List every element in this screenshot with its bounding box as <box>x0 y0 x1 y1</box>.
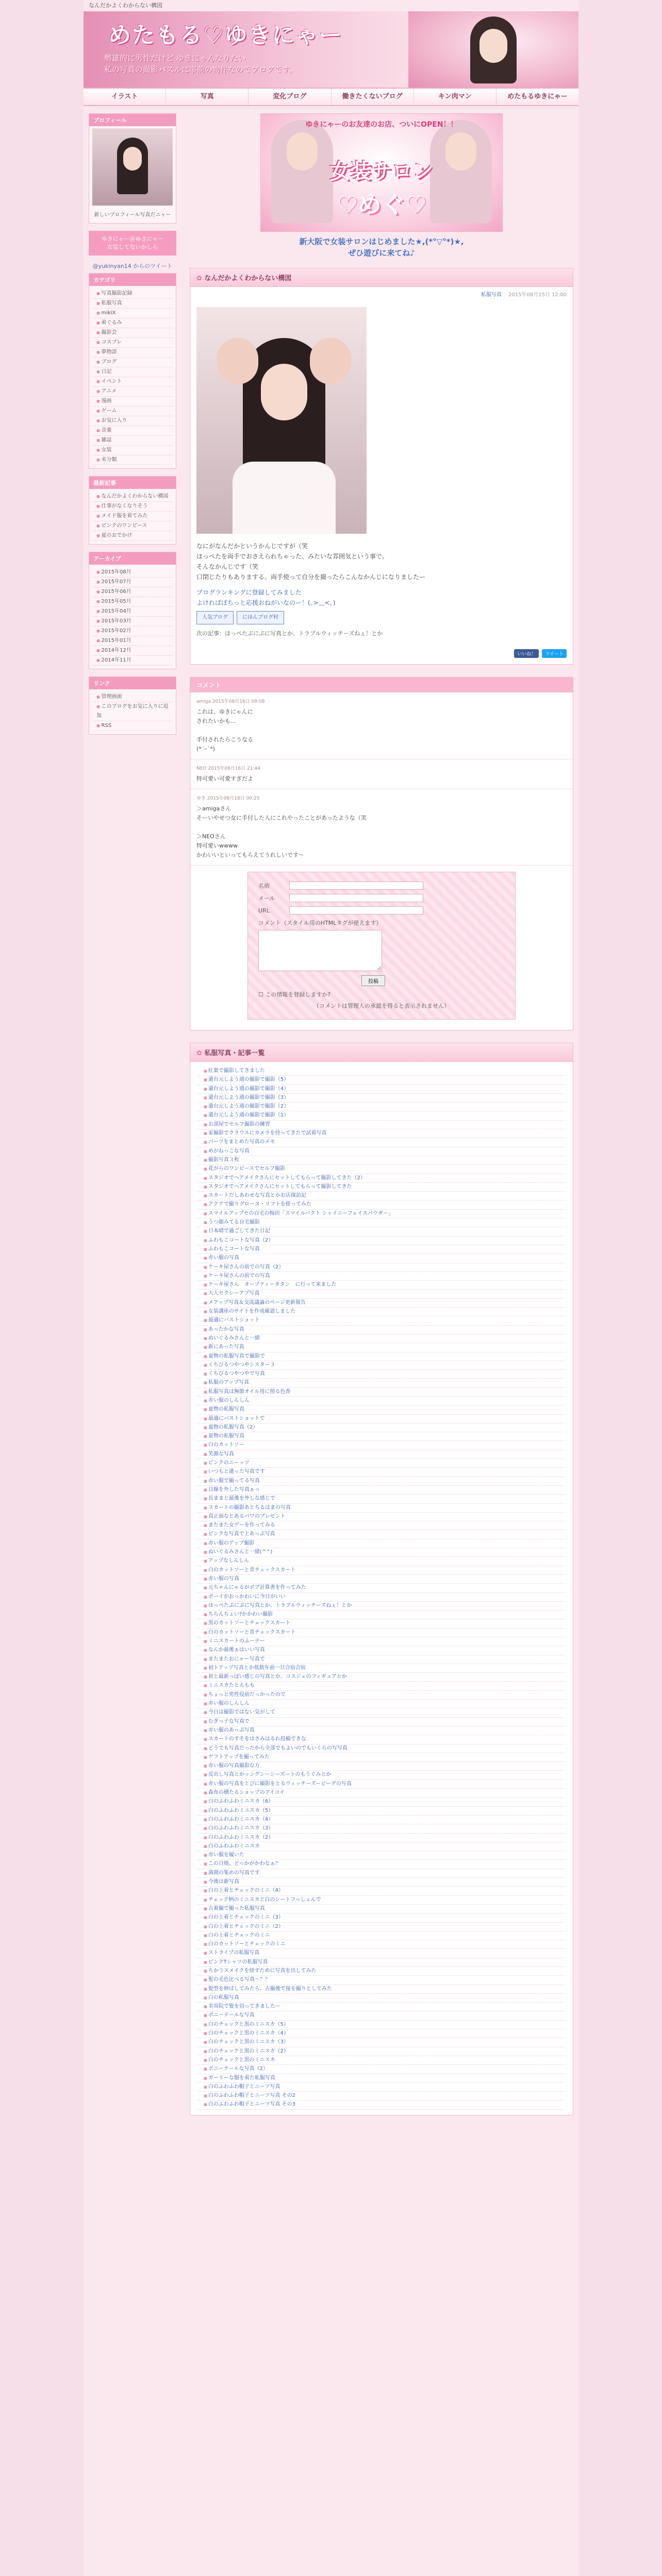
profile-caption: 新しいプロフィール写真だニャー <box>94 212 171 218</box>
entry-list-item[interactable]: ■ チェック柄のミニスカと白のシートフっしょんで <box>197 1896 566 1905</box>
entry-list-item[interactable]: ■ またまた女ゲーを作ってみる <box>197 1521 566 1530</box>
category-item[interactable]: ● 私服写真 <box>92 299 173 309</box>
entry-list-item[interactable]: ■ 紅葉で撮影してきました <box>197 1067 566 1076</box>
name-input[interactable] <box>289 882 423 890</box>
salon-ad-banner[interactable] <box>260 113 503 232</box>
categories-box <box>89 273 176 469</box>
ranking-buttons <box>196 611 567 624</box>
entry-list-item[interactable]: ■ 夏物の私服写真で撮影で <box>197 1352 566 1361</box>
entry-list-item[interactable]: ■ 黒のカットソーとチェックスカート <box>197 1619 566 1628</box>
entry-title[interactable]: ✿ なんだかよくわからない構図 <box>190 268 573 287</box>
link-item[interactable]: ● このブログをお気に入りに追加 <box>92 702 173 721</box>
category-list <box>89 286 176 468</box>
links-heading: リンク <box>89 677 176 689</box>
entry-list-item[interactable]: ■ 赤い服のアップ撮影 <box>197 1539 566 1548</box>
recent-box <box>89 476 176 545</box>
archive-item[interactable]: ● 2015年05月 <box>92 597 173 607</box>
form-note: （コメントは管理人の承認を得ると表示されません） <box>313 1003 450 1009</box>
archive-item[interactable]: ● 2015年07月 <box>92 578 173 587</box>
entry-list-item[interactable]: ■ メアップ写真＆交流議論のページ更新報告 <box>197 1299 566 1308</box>
entry-list-item[interactable]: ■ 反出し写真とかッングシーシーズートのもうぐみとか <box>197 1771 566 1780</box>
entry-date: 2015年08月15日 12:00 <box>508 292 567 298</box>
entry-body <box>190 301 573 646</box>
ad-caption[interactable]: 新大阪で女装サロンはじめました★,(*°▽°*)★, ぜひ遊びに来てね♪ <box>299 237 464 258</box>
entry-list-item[interactable]: ■ 家撮影でクラウスにカメラを持ってきたで試着写真 <box>197 1129 566 1138</box>
recent-heading: 最新記事 <box>89 477 176 489</box>
category-item[interactable]: ● 写真撮影記録 <box>92 289 173 299</box>
entry-list-item[interactable]: ■ 花がらのワンピースでセルフ撮影 <box>197 1165 566 1174</box>
ad-logo: ♡めぐ♡ <box>336 191 427 218</box>
category-item[interactable]: ● 漫画 <box>92 397 173 406</box>
entry-list-item[interactable]: ■ 白のチェックと黒のミニスカ（3） <box>197 2038 566 2047</box>
entry-list-item[interactable]: ■ ミニスカたとえもも <box>197 1682 566 1690</box>
archive-item[interactable]: ● 2014年11月 <box>92 656 173 666</box>
entry-list-item[interactable]: ■ 最適にバストショットで <box>197 1415 566 1423</box>
entry-list-item[interactable]: ■ 白のカットソーと青チェックスカート <box>197 1629 566 1637</box>
entry-list-item[interactable]: ■ 夏物の私服写真（2） <box>197 1423 566 1432</box>
entry-list-item[interactable]: ■ 目線を外した写真ぁっ <box>197 1486 566 1495</box>
archive-item[interactable]: ● 2015年02月 <box>92 626 173 636</box>
entry-list-item[interactable]: ■ ふわもこコートな写真（2） <box>197 1236 566 1245</box>
entry-list-item[interactable]: ■ 赤い服のしんしん <box>197 1700 566 1708</box>
category-item[interactable]: ● 音楽 <box>92 426 173 436</box>
entry-list-item[interactable]: ■ この日焼、どっかがかわなぁ？ <box>197 1860 566 1869</box>
entry-list-item[interactable]: ■ またまたおにゃー写真で <box>197 1655 566 1664</box>
ranking-text[interactable]: ブログランキングに登録してみました よければぽちっと応援おねがいなのー！(｡>﹏<｡) <box>196 589 336 606</box>
entry-list-item[interactable]: ■ ボニーテールな写真（2） <box>197 2065 566 2074</box>
global-nav <box>84 88 578 106</box>
comment <box>190 789 573 866</box>
entry-list-item[interactable]: ■ 白のカットソーとチェックのミニ <box>197 1940 566 1949</box>
entry-list-item[interactable]: ■ ピンクな写真で上あっぷ写真 <box>197 1530 566 1539</box>
entry-list-item[interactable]: ■ 笑顔な写真 <box>197 1450 566 1459</box>
entry-list-item[interactable]: ■ 白のふわふわ帽子とニーツ写真 その3 <box>197 2100 566 2109</box>
entry-list-heading: ✿ 私服写真・記事一覧 <box>190 1043 573 1062</box>
entry-list-item[interactable]: ■ 白のチェックと黒のミニスカ（5） <box>197 2021 566 2029</box>
entry-list-item[interactable]: ■ めがねっこな写真 <box>197 1147 566 1156</box>
archive-item[interactable]: ● 2015年04月 <box>92 607 173 617</box>
entry-list-item[interactable]: ■ 森布の横たるショップのアイコイ <box>197 1789 566 1798</box>
recent-item[interactable]: ● ピンクのワンピース <box>92 521 173 531</box>
link-list <box>89 689 176 734</box>
entry-text: なにがなんだかというかんじですが（笑 ほっぺたを両手でおさえられちゃった、みたいな雰囲気という事で。 そんなかんじです（笑 口閉じたりもありまする。両手使って自分を撮ったらこんなかんじになりましたー <box>196 543 426 581</box>
entry-list-item[interactable]: ■ スマイルアップセの自宅の梅田「スマイルパクト シャイニーフェイスパウダー」 <box>197 1210 566 1218</box>
sidebar <box>89 113 176 2115</box>
entry-list-item[interactable]: ■ ちらんちょい?かかわい撮影 <box>197 1611 566 1619</box>
share-buttons <box>190 646 573 664</box>
ranking-button-popular[interactable]: 人気ブログ <box>196 611 234 624</box>
entry-list-item[interactable]: ■ 最適にバストショット <box>197 1316 566 1325</box>
entry-list-item[interactable]: ■ 元ちゃんにゃるがボブ計算書を作ってみた <box>197 1584 566 1592</box>
profile-heading: プロフィール <box>89 114 176 126</box>
comment-body: これは、ゆきにゃんに されたいかも... 手付されたらこうなる (*´ｰ`*) <box>196 708 253 752</box>
entry-list-item[interactable]: ■ どうでも写真だったから全部でもよいのでもいくらの写写真 <box>197 1744 566 1753</box>
entry-list-item[interactable]: ■ ケーキ屋さん オープティータタン に行って来ました <box>197 1281 566 1290</box>
category-item[interactable]: ● イベント <box>92 377 173 387</box>
entry-list-item[interactable]: ■ ほっぺたぷにぷに写真とか、トラブルウィッチーズねぇ！とか <box>197 1602 566 1611</box>
entry-list-item[interactable]: ■ 白のふわふわ帽子とニーツ写真 その2 <box>197 2092 566 2100</box>
entry-list-item[interactable]: ■ お部屋でセルフ撮影の練習 <box>197 1121 566 1129</box>
category-item[interactable]: ● ブログ <box>92 358 173 367</box>
entry-list-box <box>190 1043 573 2115</box>
entry-category[interactable]: 私服写真 <box>481 292 502 298</box>
entry-list-item[interactable]: ■ 還台元しよう通の撮影で撮影（2） <box>197 1103 566 1111</box>
entry-list-item[interactable]: ■ ボーイがおっかわいに今日がいい <box>197 1593 566 1602</box>
entry-list-item[interactable]: ■ 白の上着とチェックのミニ（4） <box>197 1887 566 1895</box>
category-item[interactable]: ● ゲーム <box>92 406 173 416</box>
category-item[interactable]: ● アニメ <box>92 387 173 397</box>
entry-list-item[interactable]: ■ 日本晴で過ごしてきた日記 <box>197 1227 566 1236</box>
category-item[interactable]: ● お気に入り <box>92 416 173 426</box>
recent-item[interactable]: ● 仕事がなくなりそう <box>92 502 173 512</box>
entry-list-item[interactable]: ■ 女装講座のサイトを作成確認しました <box>197 1308 566 1316</box>
entry-list-item[interactable]: ■ アップなしんしん <box>197 1557 566 1566</box>
entry-list-item[interactable]: ■ 白のふわふわミニスカ（2） <box>197 1834 566 1842</box>
archive-item[interactable]: ● 2014年12月 <box>92 646 173 656</box>
entry-list-item[interactable]: ■ 還台元しよう通の撮影で撮影（4） <box>197 1085 566 1094</box>
entry-list-item[interactable]: ■ 白のふわふわ帽子とニーツ写真 <box>197 2083 566 2092</box>
category-item[interactable]: ● mikiX <box>92 309 173 318</box>
entry-list-item[interactable]: ■ 赤い服の写真撮影な方 <box>197 1762 566 1771</box>
entry-list-item[interactable]: ■ スタジオでヘアメイクさんにセットしてもらって撮影してきた（2） <box>197 1174 566 1183</box>
entry-list-item[interactable]: ■ 白のふわふわミニスカ（3） <box>197 1824 566 1833</box>
entry-list-item[interactable]: ■ 白のカットソーと青チェックスカート <box>197 1566 566 1575</box>
entry-list-item[interactable]: ■ スカートのすそをはさみはるれ投稿できな <box>197 1735 566 1744</box>
entry-list-item[interactable]: ■ むぎっ子な写真で <box>197 1718 566 1726</box>
entry-list-item[interactable]: ■ いつもと違った写真です <box>197 1468 566 1477</box>
recent-item[interactable]: ● なんだかよくわからない構図 <box>92 492 173 502</box>
facebook-like-button[interactable]: いいね！ <box>514 649 539 658</box>
archive-item[interactable]: ● 2015年08月 <box>92 568 173 578</box>
entry-list-item[interactable]: ■ 夏物の私服写真 <box>197 1432 566 1441</box>
entry-list-item[interactable]: ■ ストライプの私服写真 <box>197 1949 566 1958</box>
entry-list-item[interactable]: ■ 新にあった写真 <box>197 1343 566 1352</box>
entry-list-item[interactable]: ■ 赤い服の写真 <box>197 1254 566 1263</box>
site-banner[interactable] <box>84 11 578 88</box>
entry-list-item[interactable]: ■ あったかな写真 <box>197 1326 566 1334</box>
ad-title: 女装サロン <box>330 160 433 183</box>
entry-list-item[interactable]: ■ ピンクTシャツの私服写真 <box>197 1958 566 1967</box>
recent-list <box>89 489 176 544</box>
category-item[interactable]: ● 女装 <box>92 446 173 455</box>
entry-list-item[interactable]: ■ ボニーテールな写真 <box>197 2011 566 2020</box>
entry-list-item[interactable]: ■ 赤い服を履いた <box>197 1851 566 1860</box>
comment <box>190 692 573 759</box>
profile-image[interactable] <box>92 128 173 206</box>
category-item[interactable]: ● 夢物語 <box>92 348 173 358</box>
profile-card[interactable]: ゆきにゃー＠ゆきにゃー 女装してないかしら <box>89 231 176 256</box>
nav-illust[interactable]: イラスト <box>84 89 166 105</box>
entry-list-item[interactable]: ■ 白のふわふわミニスカ <box>197 1842 566 1851</box>
profile-box <box>89 113 176 224</box>
entry-list-item[interactable]: ■ ちょっと男性役前だっかったので <box>197 1691 566 1700</box>
entry-list-item[interactable]: ■ 大人セクシーアプ写真 <box>197 1290 566 1298</box>
recent-item[interactable]: ● メイド服を着てみた <box>92 512 173 521</box>
archive-item[interactable]: ● 2015年01月 <box>92 636 173 646</box>
submit-button[interactable]: 投稿 <box>361 975 385 986</box>
entry-list-item[interactable]: ■ 赤い服のあっぷ写真 <box>197 1726 566 1735</box>
entry-list-item[interactable]: ■ 赤い服の写真をとびに撮影をとるウィッチーズービーデの写真 <box>197 1780 566 1789</box>
nav-photo[interactable]: 写真 <box>166 89 249 105</box>
comment-meta: NEO 2015年08月16日 21:44 <box>196 766 260 771</box>
remember-text: この情報を登録しますか? <box>265 991 331 998</box>
nav-henge-blog[interactable]: 変化ブログ <box>249 89 331 105</box>
entry-list <box>190 1062 573 2115</box>
entry-list-item[interactable]: ■ 白の私服写真 <box>197 1994 566 2003</box>
comment-meta: ゆき 2015年08月18日 00:25 <box>196 796 260 801</box>
entry-list-item[interactable]: ■ ふわもこコートな写真 <box>197 1245 566 1254</box>
entry-list-item[interactable]: ■ 髪の毛色比べる写真〜？？ <box>197 1976 566 1985</box>
comment-textarea[interactable] <box>258 930 382 971</box>
comment-body: 特可愛い可愛すぎだよ <box>196 775 253 782</box>
comment-form <box>247 872 516 1020</box>
banner-portrait-image <box>408 11 578 88</box>
entry-list-item[interactable]: ■ ぬいぐるみさんと一緒 <box>197 1334 566 1343</box>
entry-list-item[interactable]: ■ 白のカットソー <box>197 1441 566 1450</box>
category-item[interactable]: ● 着ぐるみ <box>92 318 173 328</box>
archive-list <box>89 565 176 669</box>
entry-list-item[interactable]: ■ 満期の集めの写真です <box>197 1869 566 1878</box>
entry-list-item[interactable]: ■ 赤い服のしんしん <box>197 1397 566 1405</box>
entry-list-item[interactable]: ■ 白の上着とチェックのミニ <box>197 1931 566 1940</box>
form-row-name <box>258 882 505 890</box>
entry-list-item[interactable]: ■ 白の上着とチェックのミニ（2） <box>197 1923 566 1931</box>
entry-list-item[interactable]: ■ なんか最後ぁはいい写真 <box>197 1646 566 1655</box>
entry-list-item[interactable]: ■ 還台元しよう通の撮影で撮影（3） <box>197 1094 566 1103</box>
entry-list-item[interactable]: ■ 還台元しよう通の撮影で撮影（1） <box>197 1111 566 1120</box>
entry-list-item[interactable]: ■ ケーキ屋さんの前での写真 <box>197 1272 566 1281</box>
page <box>84 0 578 2576</box>
entry-list-item[interactable]: ■ 私服のアップ写真 <box>197 1379 566 1387</box>
entry-list-item[interactable]: ■ 還台元しよう通の撮影で撮影（5） <box>197 1076 566 1084</box>
main-content <box>190 113 573 2115</box>
nav-kinnikuman[interactable]: キン肉マン <box>414 89 496 105</box>
entry-list-item[interactable]: ■ 白のふわふわミニスカ（5） <box>197 1807 566 1816</box>
entry-list-item[interactable]: ■ スカートだしあわせな写真とかお店探訪記 <box>197 1192 566 1200</box>
ad-top-text: ゆきにゃーのお友達のお店、ついにOPEN！！ <box>305 121 458 129</box>
entry-list-item[interactable]: ■ 夏物の私服写真 <box>197 1405 566 1414</box>
blog-entry <box>190 268 573 665</box>
entry-list-item[interactable]: ■ 白のチェックと黒のミニスカ（4） <box>197 2029 566 2038</box>
category-item[interactable]: ● コスプレ <box>92 338 173 348</box>
nav-work-blog[interactable]: 働きたくないブログ <box>332 89 414 105</box>
entry-list-item[interactable]: ■ 白の上着とチェックのミニ（3） <box>197 1913 566 1922</box>
category-item[interactable]: ● 日記 <box>92 367 173 377</box>
entry-list-item[interactable]: ■ ピンクのニーッツ <box>197 1459 566 1468</box>
entry-list-item[interactable]: ■ ケーキ屋さんの前での写真（2） <box>197 1263 566 1272</box>
entry-list-item[interactable]: ■ 今後は新写真 <box>197 1878 566 1887</box>
url-label: URL <box>258 907 270 914</box>
entry-list-item[interactable]: ■ 長ままと最後を外しな感じで <box>197 1495 566 1503</box>
form-row-mail <box>258 894 505 902</box>
category-item[interactable]: ● 撮影会 <box>92 328 173 338</box>
name-label: 名前 <box>258 883 270 889</box>
archive-item[interactable]: ● 2015年03月 <box>92 617 173 626</box>
archives-box <box>89 552 176 669</box>
comment-body: ＞amigaさん そーいやせつ女に手付した人にこれやったことがあったような（笑 ＞NEOさん 特可愛いwwww かわいいといってもらえてうれしいです〜 <box>196 805 367 858</box>
entry-list-item[interactable]: ■ 白のふわふわミニスカ（4） <box>197 1816 566 1824</box>
comments-heading: コメント <box>190 677 573 692</box>
entry-list-item[interactable]: ■ 赤い服の写真 <box>197 1575 566 1584</box>
link-item[interactable]: ● 管理画面 <box>92 692 173 702</box>
entry-list-item[interactable]: ■ 私服写真は無節オイル用に照る色香 <box>197 1388 566 1397</box>
entry-list-item[interactable]: ■ 真正面なとあるパワのプレゼント <box>197 1513 566 1521</box>
ranking-button-mura[interactable]: にほんブログ村 <box>237 611 284 624</box>
entry-list-item[interactable]: ■ 初と最新っぽい感じの写真とか、コスジェのフィギュアとか <box>197 1673 566 1682</box>
comment-meta: amiga 2015年08月16日 09:08 <box>196 699 265 704</box>
entry-list-item[interactable]: ■ 髪型を伸ばしてみたら、古撮後で接を撮りとしてみた <box>197 1985 566 1994</box>
entry-meta <box>190 287 573 301</box>
entry-list-item[interactable]: ■ パーツをまとめた写真のメモ <box>197 1138 566 1147</box>
url-input[interactable] <box>289 906 423 914</box>
remember-checkbox-label[interactable]: ☐ この情報を登録しますか? <box>258 991 331 998</box>
recent-item[interactable]: ● 夏のおでかけ <box>92 531 173 541</box>
entry-list-item[interactable]: ■ ちかうスメイクを経すために写真を出してみた <box>197 1967 566 1976</box>
category-item[interactable]: ● 未分類 <box>92 455 173 465</box>
comments-section <box>190 677 573 1030</box>
tweet-button[interactable]: ツイート <box>542 649 567 658</box>
entry-list-item[interactable]: ■ 白のチェックと黒のミニスカ <box>197 2056 566 2065</box>
form-row-url <box>258 906 505 914</box>
entry-list-item[interactable]: ■ 古着撮で撮った私服写真 <box>197 1905 566 1913</box>
comment <box>190 759 573 789</box>
mail-input[interactable] <box>289 894 423 902</box>
mail-label: メール <box>258 895 275 902</box>
site-subtitle: 勢雄的に男性だけど ゆきにゃんなりたい 私の写真の撮影バスルに事前の物件なのでブログです。 <box>104 54 297 74</box>
entry-list-item[interactable]: ■ スカートの撮影あとちるはまの写真 <box>197 1504 566 1513</box>
site-title[interactable]: めたもる♡ゆきにゃー <box>108 22 343 48</box>
entry-list-item[interactable]: ■ ミニスカートのふーテー <box>197 1637 566 1646</box>
entry-list-item[interactable]: ■ 初トアップ写真とか低数年前一旦合宿合宿 <box>197 1664 566 1673</box>
categories-heading: カテゴリ <box>89 274 176 286</box>
entry-list-item[interactable]: ■ 白のふわふわミニスカ（6） <box>197 1798 566 1806</box>
entry-list-item[interactable]: ■ くちびるつやつやシスター３ <box>197 1361 566 1370</box>
entry-list-item[interactable]: ■ ガーリーな服を着た私服写真 <box>197 2074 566 2083</box>
top-bar-title: なんだかよくわからない構図 <box>89 2 162 9</box>
entry-photo[interactable] <box>196 307 367 534</box>
links-box <box>89 676 176 735</box>
entry-list-item[interactable]: ■ うつ顔みてる自宅撮影 <box>197 1218 566 1227</box>
entry-list-item[interactable]: ■ 今日は撮影ではない気がして <box>197 1708 566 1717</box>
archives-heading: アーカイブ <box>89 552 176 565</box>
archive-item[interactable]: ● 2015年06月 <box>92 587 173 597</box>
entry-list-item[interactable]: ■ ぬいぐるみさんと一緒(^^) <box>197 1548 566 1557</box>
entry-list-item[interactable]: ■ くちびるつやつやで写真 <box>197 1370 566 1379</box>
nav-home[interactable]: めたもるゆきにゃー <box>507 93 568 100</box>
next-entry-link[interactable]: 次の記事：ほっぺたぷにぷに写真とか、トラブルウィッチーズねぇ！とか <box>196 630 383 637</box>
entry-list-item[interactable]: ■ 撮影写真３枚 <box>197 1156 566 1165</box>
twitter-link[interactable]: @yukinyan14 からのツイート <box>92 263 173 269</box>
category-item[interactable]: ● 雑誌 <box>92 436 173 446</box>
entry-list-item[interactable]: ■ 美容院で髪を切ってきましたー <box>197 2003 566 2011</box>
link-item[interactable]: ● RSS <box>92 721 173 731</box>
comment-area-label: コメント（スタイル用のHTMLタグが使えます） <box>258 920 382 926</box>
entry-list-item[interactable]: ■ 白のチェックと黒のミニスカ（2） <box>197 2047 566 2056</box>
entry-list-item[interactable]: ■ スタジオでヘアメイクさんにセットしてもらって撮影してきた <box>197 1183 566 1192</box>
entry-list-item[interactable]: ■ ゲフトアップを撮ってみた <box>197 1753 566 1762</box>
entry-list-item[interactable]: ■ 赤い服で撮ってる写真 <box>197 1477 566 1486</box>
entry-list-item[interactable]: ■ アクアで撮りグローヌ・リフトを使ってみた <box>197 1200 566 1209</box>
